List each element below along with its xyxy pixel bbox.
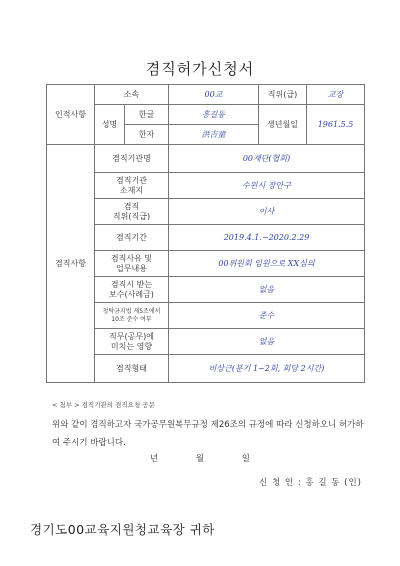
attachment-note: < 첨부 > 겸직기관의 겸직요청 공문 bbox=[52, 401, 155, 409]
row-value: 수원시 장안구 bbox=[169, 173, 365, 199]
hangul-label: 한글 bbox=[125, 105, 169, 125]
name-label: 성명 bbox=[95, 105, 125, 145]
side-section-label: 겸직사항 bbox=[47, 145, 95, 383]
row-label: 청탁금지법 제5조에서 10조 준수 여부 bbox=[95, 303, 169, 329]
form-row bbox=[47, 225, 365, 251]
row-value: 없음 bbox=[169, 329, 365, 355]
hanja-value: 洪吉童 bbox=[169, 125, 259, 145]
form-row bbox=[47, 277, 365, 303]
hangul-value: 홍길동 bbox=[169, 105, 259, 125]
form-row bbox=[47, 145, 365, 173]
row-label: 겸직 직위(직급) bbox=[95, 199, 169, 225]
row-label: 겸직형태 bbox=[95, 355, 169, 383]
row-value: 00위원회 임원으로 XX심의 bbox=[169, 251, 365, 277]
date-day: 일 bbox=[241, 454, 250, 464]
row-label: 겸직기관명 bbox=[95, 145, 169, 173]
request-body-text: 위와 같이 겸직하고자 국가공무원복무규정 제26조의 규정에 따라 신청하오니 허가하여 주시기 바랍니다. bbox=[52, 420, 364, 448]
date-year: 년 bbox=[150, 454, 159, 464]
form-row bbox=[47, 329, 365, 355]
row-value: 2019.4.1.~2020.2.29 bbox=[169, 225, 365, 251]
hanja-label: 한자 bbox=[125, 125, 169, 145]
form-row bbox=[47, 303, 365, 329]
hangul-name-row bbox=[47, 105, 365, 125]
birth-value: 1961.5.5 bbox=[307, 105, 365, 145]
document-title: 겸직허가신청서 bbox=[145, 60, 255, 78]
row-value: 비상근(분기 1~2회, 회당 2시간) bbox=[169, 355, 365, 383]
row-value: 준수 bbox=[169, 303, 365, 329]
row-label: 직무(공무)에 미치는 영향 bbox=[95, 329, 169, 355]
affiliation-value: 00교 bbox=[169, 85, 259, 105]
date-month: 월 bbox=[195, 454, 205, 464]
row-value: 00재단(협회) bbox=[169, 145, 365, 173]
row-value: 이사 bbox=[169, 199, 365, 225]
application-form-table bbox=[46, 84, 365, 383]
row-label: 겸직시 받는 보수(사례금) bbox=[95, 277, 169, 303]
date-line bbox=[150, 452, 250, 464]
affiliation-label: 소속 bbox=[95, 85, 169, 105]
row-value: 없음 bbox=[169, 277, 365, 303]
recipient-line: 경기도00교육지원청교육장 귀하 bbox=[30, 522, 215, 537]
form-row bbox=[47, 173, 365, 199]
position-value: 교장 bbox=[307, 85, 365, 105]
form-row bbox=[47, 199, 365, 225]
form-row bbox=[47, 355, 365, 383]
personal-section-label: 인적사항 bbox=[47, 85, 95, 145]
affiliation-row bbox=[47, 85, 365, 105]
form-row bbox=[47, 251, 365, 277]
row-label: 겸직기간 bbox=[95, 225, 169, 251]
row-label: 겸직기관 소재지 bbox=[95, 173, 169, 199]
applicant-signature-line: 신 청 인 : 홍 길 동 (인) bbox=[259, 478, 362, 488]
position-label: 직위(급) bbox=[259, 85, 307, 105]
birth-label: 생년월일 bbox=[259, 105, 307, 145]
row-label: 겸직사유 및 업무내용 bbox=[95, 251, 169, 277]
